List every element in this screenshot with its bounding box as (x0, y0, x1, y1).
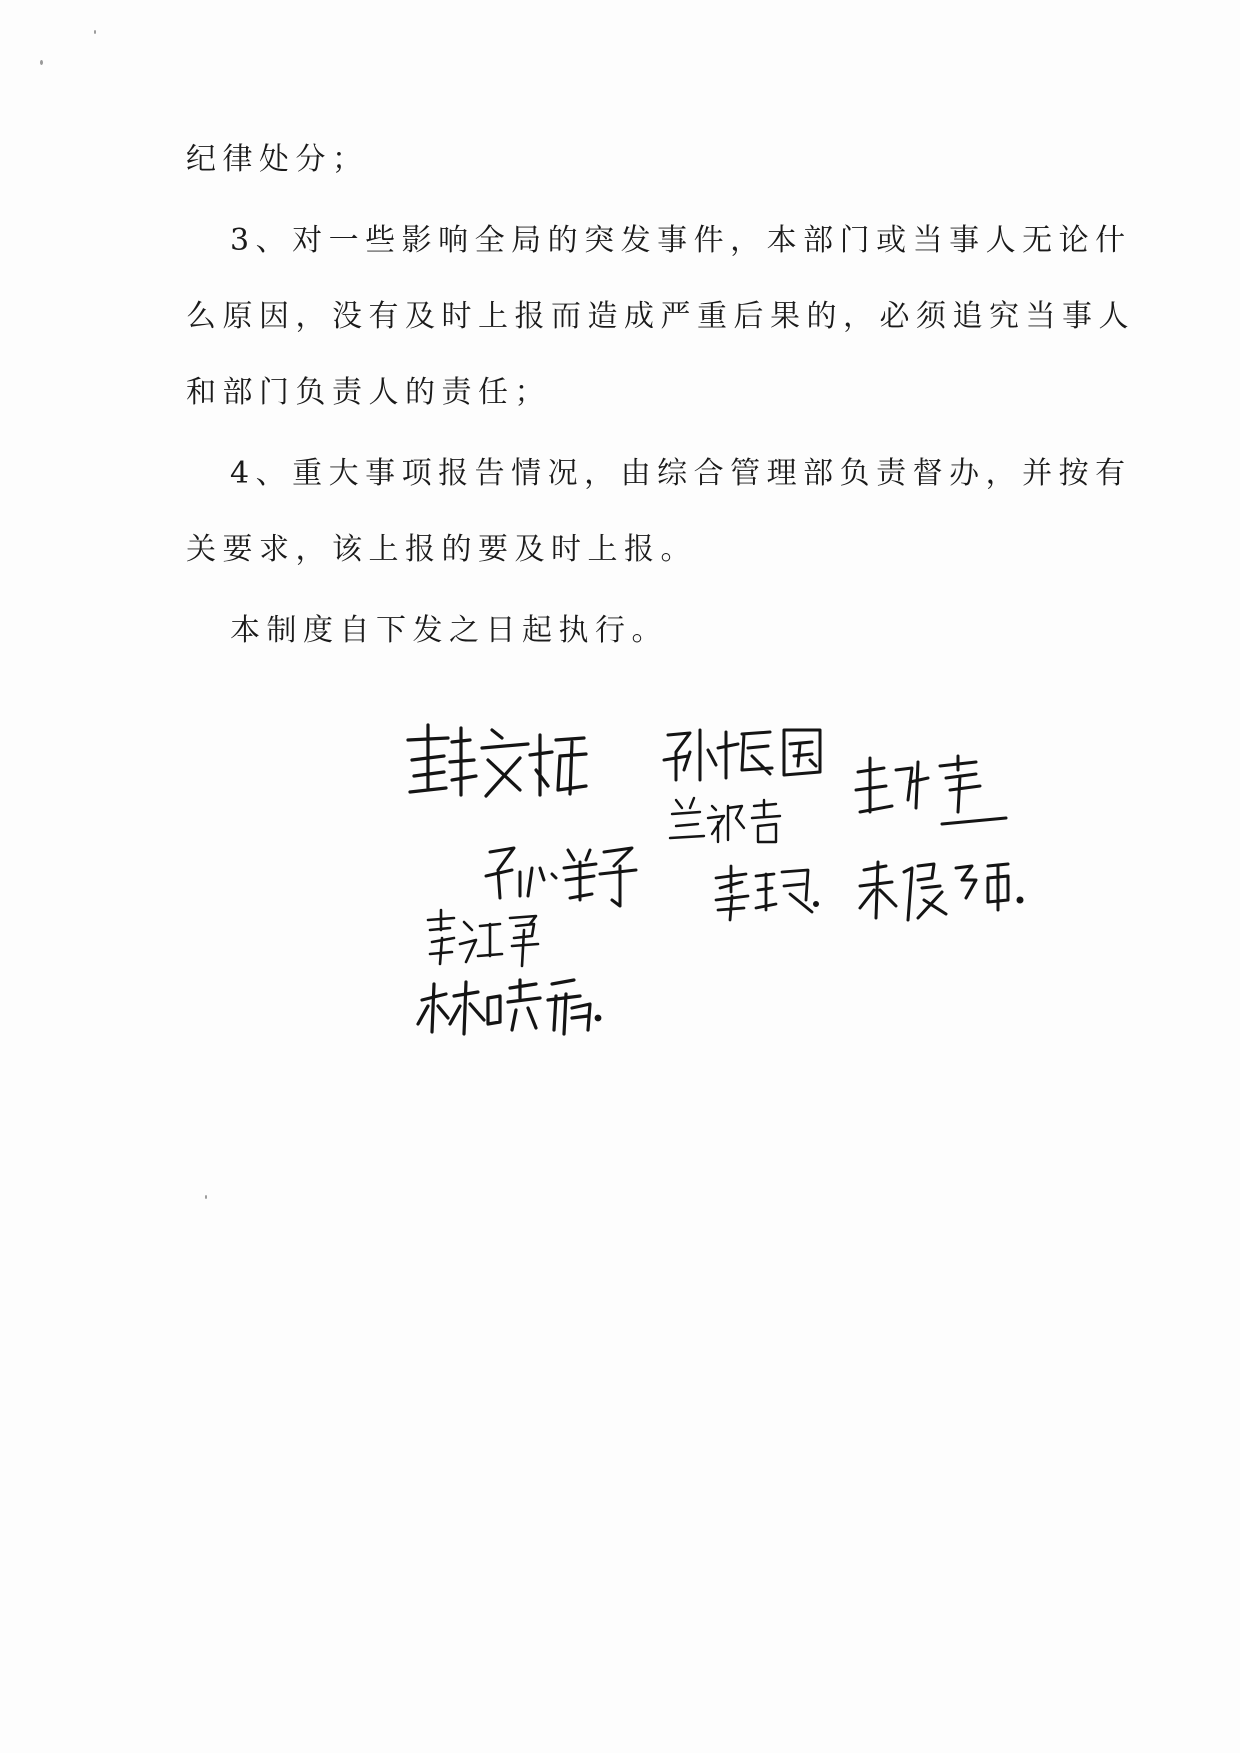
signature-3 (670, 798, 780, 842)
signature-7 (860, 862, 1022, 920)
signature-6 (716, 866, 818, 920)
signature-4 (856, 756, 1006, 824)
signature-8 (428, 910, 538, 966)
signature-5 (486, 848, 636, 906)
signature-1 (408, 725, 586, 796)
effective-statement: 本制度自下发之日起执行。 (230, 613, 668, 648)
signature-2 (664, 730, 820, 780)
clause-3-line-3: 和部门负责人的责任； (186, 375, 551, 410)
clause-3-line-1: 3、对一些影响全局的突发事件，本部门或当事人无论什 (230, 223, 1132, 258)
clause-4-line-1: 4、重大事项报告情况，由综合管理部负责督办，并按有 (230, 456, 1132, 491)
clause-3-line-2: 么原因，没有及时上报而造成严重后果的，必须追究当事人 (186, 299, 1135, 334)
signature-9 (418, 980, 600, 1034)
text-line: 纪律处分； (186, 142, 369, 177)
clause-4-line-2: 关要求，该上报的要及时上报。 (186, 532, 697, 567)
